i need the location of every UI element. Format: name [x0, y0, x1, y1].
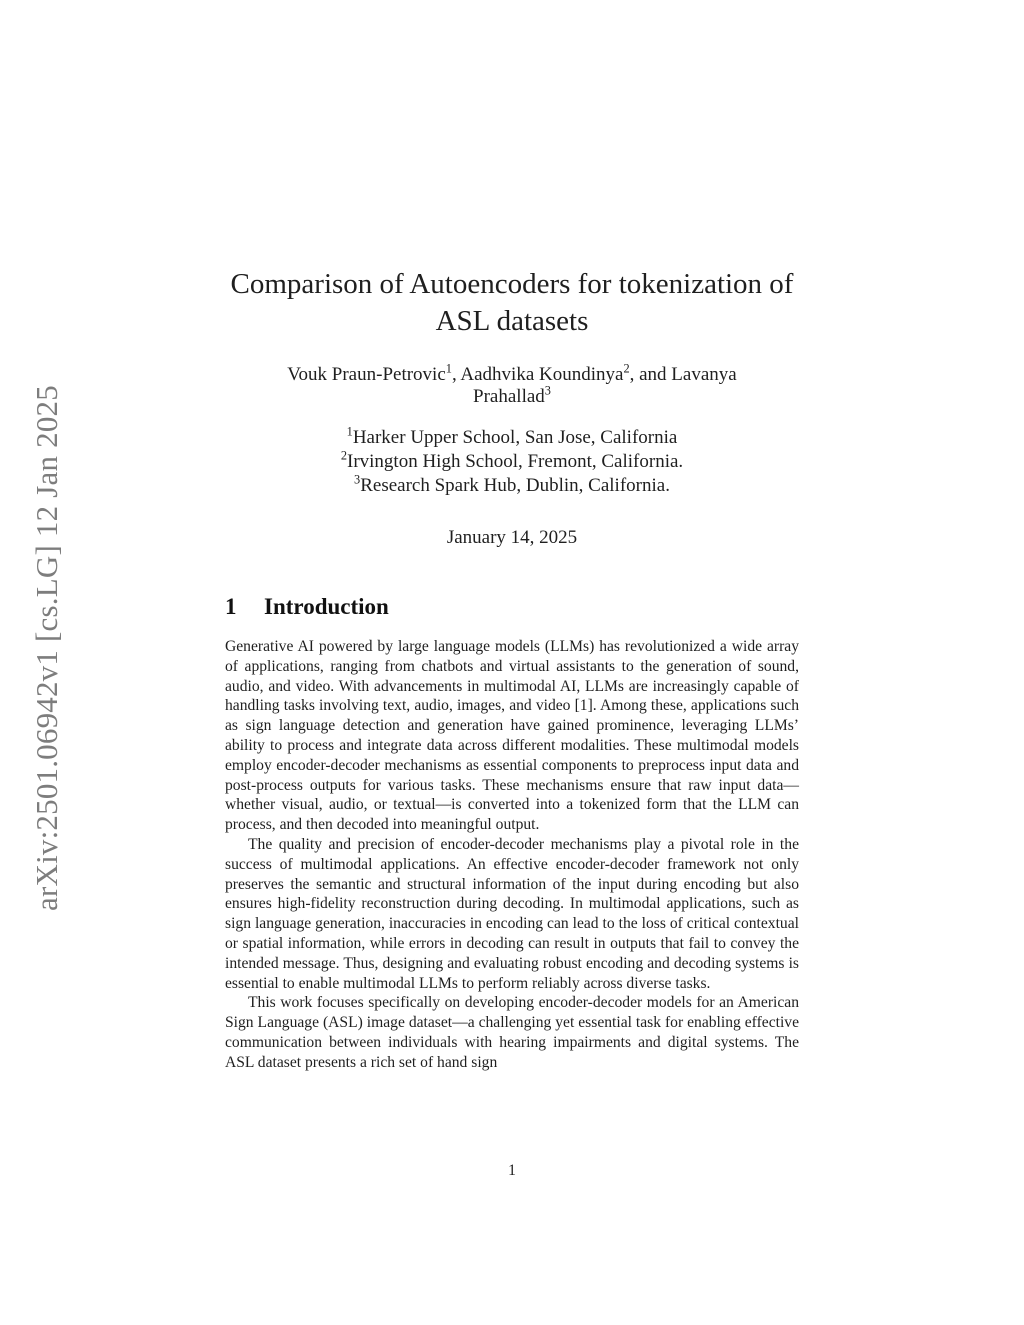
paper-title-line-2: ASL datasets — [435, 305, 589, 337]
author-name: Vouk Praun-Petrovic — [287, 364, 446, 385]
affiliation-item — [180, 474, 844, 498]
author-list: Vouk Praun-Petrovic$^1$, Aadhvika Koundinya$^2$, and Lavanya Prahallad$^3$ — [287, 361, 737, 407]
affiliation-mark: 3 — [354, 472, 361, 487]
body-paragraph: The quality and precision of encoder-decoder mechanisms play a pivotal role in the success of multimodal applications. An effective encoder-decoder framework not only preserves the semantic and structural information of the input during encoding but also ensures high-fidelity reconstruction during decoding. In multimodal applications, such as sign language generation, inaccuracies in encoding can lead to the loss of critical contextual or spatial information, while errors in decoding can result in outputs that fail to convey the intended message. Thus, designing and evaluating robust encoding and decoding systems is essential to enable multimodal LLMs to perform reliably across diverse tasks. — [225, 835, 799, 992]
author-name: Prahallad — [473, 386, 545, 407]
paper-title — [180, 266, 844, 340]
section-number: 1 — [225, 594, 237, 619]
affiliation-item — [180, 450, 844, 474]
body-paragraph: This work focuses specifically on developing encoder-decoder models for an American Sign Language (ASL) image dataset—a challenging yet essential task for enabling effective communication between individuals with hearing impairments and digital systems. The ASL dataset presents a rich set of hand sign — [225, 994, 799, 1071]
body-paragraph: Generative AI powered by large language models (LLMs) has revolutionized a wide array of applications, ranging from chatbots and virtual assistants to the generation of sound, audio, and video. With advancements in multimodal AI, LLMs are increasingly capable of handling tasks involving text, audio, images, and video [1]. Among these, applications such as sign language detection and generation have gained prominence, leveraging LLMs’ ability to process and integrate data across different modalities. These multimodal models employ encoder-decoder mechanisms as essential components to preprocess input data and post-process outputs for various tasks. These mechanisms ensure that raw input data—whether visual, audio, or textual—is converted into a tokenized form that the LLM can process, and then decoded into meaningful output. — [225, 638, 799, 834]
author-name: Aadhvika Koundinya — [460, 364, 624, 385]
affiliation-text: Harker Upper School, San Jose, California — [352, 427, 678, 448]
affiliation-item — [180, 426, 844, 450]
affiliation-mark: 1 — [346, 424, 353, 439]
affiliation-mark: 2 — [340, 448, 347, 463]
page-number: 1 — [508, 1162, 516, 1179]
author-affiliation-mark: 1 — [445, 361, 452, 376]
affiliation-list — [180, 426, 844, 498]
publication-date: January 14, 2025 — [446, 527, 578, 548]
author-affiliation-mark: 3 — [544, 383, 551, 398]
author-affiliation-mark: 2 — [623, 361, 630, 376]
paper-title-line-1: Comparison of Autoencoders for tokenization of — [230, 268, 794, 300]
section-body — [225, 637, 799, 1073]
affiliation-text: Irvington High School, Fremont, California. — [347, 451, 684, 472]
author-conjunction: , and Lavanya — [629, 364, 737, 385]
section-heading — [225, 594, 389, 620]
arxiv-identifier-stamp: arXiv:2501.06942v1 [cs.LG] 12 Jan 2025 — [29, 385, 64, 911]
section-title: Introduction — [264, 594, 389, 619]
affiliation-text: Research Spark Hub, Dublin, California. — [360, 475, 670, 496]
